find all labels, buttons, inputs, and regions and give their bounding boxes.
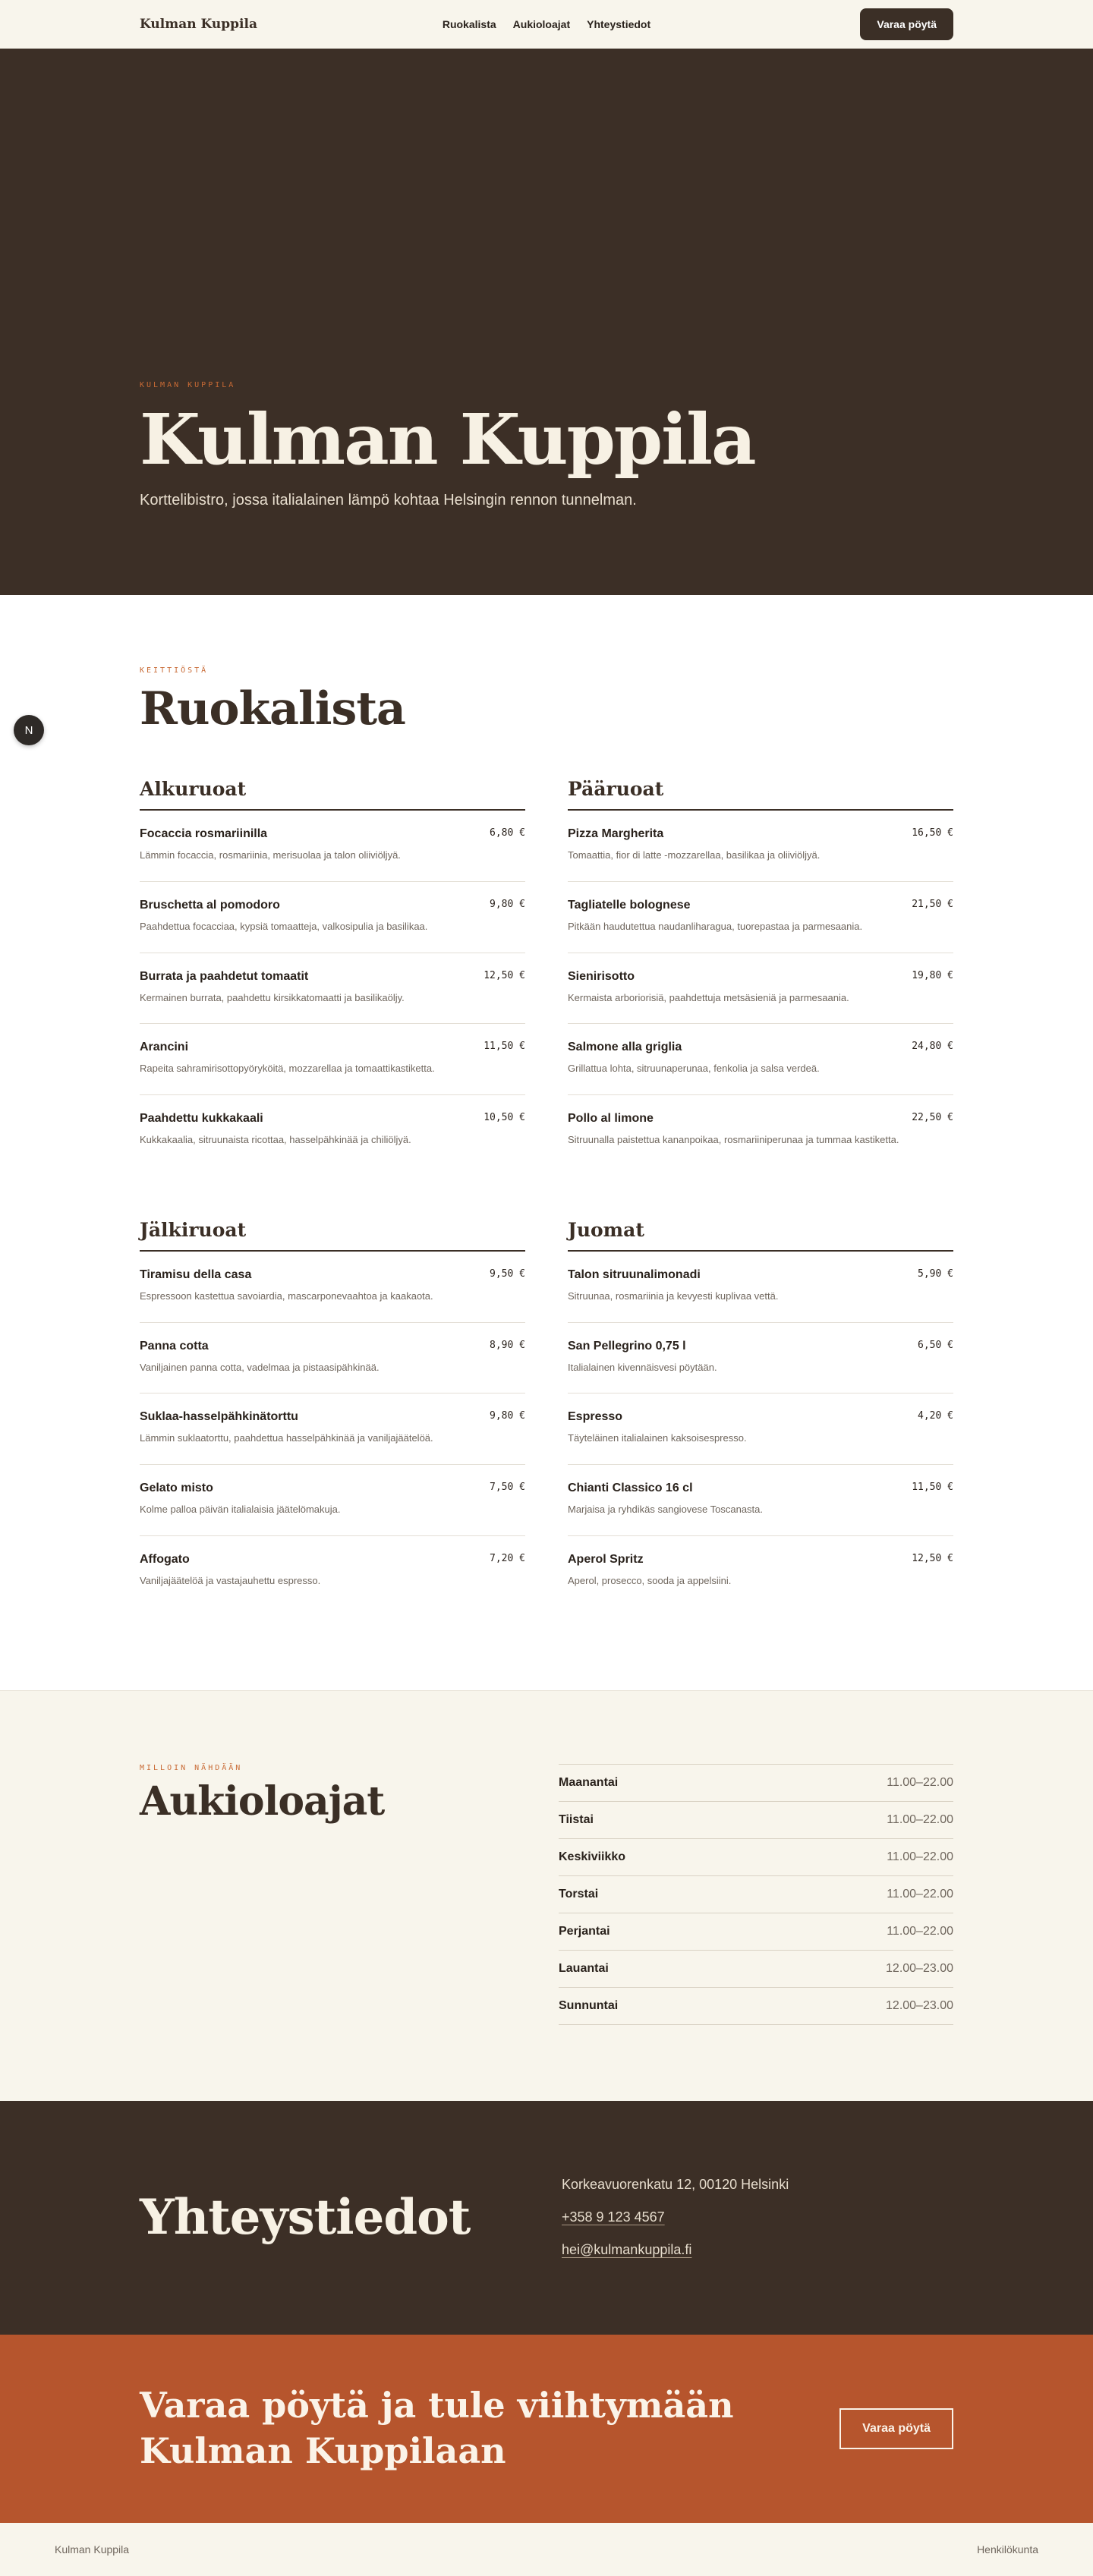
menu-item-price: 7,20 € [490, 1552, 525, 1564]
menu-item [140, 1252, 525, 1323]
menu-category [140, 1219, 525, 1607]
menu-item [568, 953, 953, 1025]
menu-item-description: Espressoon kastettua savoiardia, mascarponevaahtoa ja kaakaota. [140, 1290, 433, 1302]
menu-item-name: Aperol Spritz [568, 1552, 644, 1566]
menu-item-description: Vaniljajäätelöä ja vastajauhettu espresso. [140, 1574, 321, 1586]
menu-item-description: Italialainen kivennäisvesi pöytään. [568, 1361, 717, 1373]
hours-row [559, 1839, 953, 1876]
hours-eyebrow: MILLOIN NÄHDÄÄN [140, 1763, 243, 1772]
hours-time: 11.00–22.00 [887, 1887, 953, 1901]
menu-item-price: 6,80 € [490, 827, 525, 839]
menu-category [568, 1219, 953, 1607]
menu-item [568, 1252, 953, 1323]
menu-item-price: 12,50 € [912, 1552, 953, 1564]
hours-day: Tiistai [559, 1812, 594, 1826]
footer [0, 2523, 1093, 2576]
menu-item [140, 1323, 525, 1394]
menu-item-price: 11,50 € [484, 1041, 525, 1053]
menu-item-description: Grillattua lohta, sitruunaperunaa, fenkolia ja salsa verdeä. [568, 1063, 820, 1075]
hours-time: 11.00–22.00 [887, 1850, 953, 1863]
menu-item-price: 12,50 € [484, 969, 525, 981]
menu-item-price: 11,50 € [912, 1482, 953, 1493]
menu-item-description: Pitkään haudutettua naudanliharagua, tuorepastaa ja parmesaania. [568, 920, 863, 932]
menu-item [140, 1024, 525, 1095]
hours-row [559, 1876, 953, 1913]
hours-day: Torstai [559, 1887, 599, 1901]
hours-row [559, 1988, 953, 2025]
hours-title: Aukioloajat [140, 1778, 385, 1825]
menu-item-price: 9,80 € [490, 898, 525, 910]
hours-row [559, 1802, 953, 1839]
menu-item-price: 7,50 € [490, 1482, 525, 1493]
menu-item-name: Tagliatelle bolognese [568, 898, 691, 912]
menu-item-name: Bruschetta al pomodoro [140, 898, 280, 912]
menu-item [140, 811, 525, 882]
hours-time: 11.00–22.00 [887, 1924, 953, 1938]
brand-logo[interactable]: Kulman Kuppila [140, 17, 257, 32]
hours-heading [140, 1764, 384, 2025]
menu-item [568, 1536, 953, 1607]
menu-item [568, 1465, 953, 1536]
menu-item-price: 22,50 € [912, 1112, 953, 1123]
footer-brand: Kulman Kuppila [55, 2543, 130, 2556]
menu-item-name: Panna cotta [140, 1339, 209, 1353]
menu-item-name: Sienirisotto [568, 969, 635, 983]
menu-item-description: Lämmin suklaatorttu, paahdettua hasselpähkinää ja vaniljajäätelöä. [140, 1432, 433, 1444]
hours-day: Keskiviikko [559, 1850, 626, 1863]
menu-item-price: 6,50 € [918, 1339, 953, 1351]
hours-day: Sunnuntai [559, 1998, 619, 2012]
hero-subtitle: Korttelibistro, jossa italialainen lämpö kohtaa Helsingin rennon tunnelman. [140, 492, 637, 509]
menu-title: Ruokalista [140, 682, 405, 735]
menu-item [568, 1393, 953, 1465]
menu-category-title: Pääruoat [568, 778, 953, 811]
menu-eyebrow: KEITTIÖSTÄ [140, 666, 209, 675]
menu-item [568, 811, 953, 882]
menu-item-name: Talon sitruunalimonadi [568, 1268, 701, 1281]
cta-reserve-button[interactable]: Varaa pöytä [839, 2408, 953, 2449]
menu-item-description: Kolme palloa päivän italialaisia jäätelömakuja. [140, 1504, 341, 1515]
nav-link-yhteystiedot[interactable]: Yhteystiedot [587, 18, 651, 30]
menu-item-name: Burrata ja paahdetut tomaatit [140, 969, 309, 983]
menu-item [140, 953, 525, 1025]
menu-item [568, 882, 953, 953]
menu-item-price: 24,80 € [912, 1041, 953, 1053]
menu-category-title: Jälkiruoat [140, 1219, 525, 1252]
menu-item [568, 1024, 953, 1095]
floating-badge-button[interactable]: N [14, 715, 44, 745]
menu-item [568, 1323, 953, 1394]
menu-item-name: Affogato [140, 1552, 190, 1566]
hero-section [0, 49, 1093, 595]
contact-email-link[interactable]: hei@kulmankuppila.fi [562, 2242, 692, 2257]
reservation-cta-section [0, 2335, 1093, 2523]
hours-time: 12.00–23.00 [886, 1961, 953, 1975]
contact-phone-link[interactable]: +358 9 123 4567 [562, 2209, 665, 2225]
menu-item-price: 8,90 € [490, 1339, 525, 1351]
menu-item-description: Paahdettua focacciaa, kypsiä tomaatteja, valkosipulia ja basilikaa. [140, 920, 428, 932]
top-nav [0, 0, 1093, 49]
menu-item-name: Gelato misto [140, 1482, 213, 1494]
menu-item-description: Lämmin focaccia, rosmariinia, merisuolaa ja talon oliiviöljyä. [140, 849, 401, 861]
hero-eyebrow: KULMAN KUPPILA [140, 381, 236, 389]
menu-item-description: Aperol, prosecco, sooda ja appelsiini. [568, 1574, 732, 1586]
menu-item-name: Focaccia rosmariinilla [140, 827, 268, 840]
menu-item-description: Kermainen burrata, paahdettu kirsikkatomaatti ja basilikaöljy. [140, 991, 405, 1003]
contact-title: Yhteystiedot [140, 2189, 471, 2246]
menu-item-price: 9,80 € [490, 1410, 525, 1422]
footer-staff-link[interactable]: Henkilökunta [977, 2543, 1038, 2556]
menu-category-title: Alkuruoat [140, 778, 525, 811]
menu-item [140, 1536, 525, 1607]
hours-row [559, 1765, 953, 1802]
menu-item-name: Suklaa-hasselpähkinätorttu [140, 1410, 298, 1424]
menu-item-description: Kermaista arboriorisiä, paahdettuja metsäsieniä ja parmesaania. [568, 991, 849, 1003]
menu-item-price: 5,90 € [918, 1268, 953, 1280]
hours-day: Lauantai [559, 1961, 609, 1975]
menu-category [140, 778, 525, 1166]
menu-item-description: Rapeita sahramirisottopyöryköitä, mozzarellaa ja tomaattikastiketta. [140, 1063, 435, 1075]
menu-item-price: 19,80 € [912, 969, 953, 981]
contact-address: Korkeavuorenkatu 12, 00120 Helsinki [562, 2177, 789, 2192]
hours-time: 11.00–22.00 [887, 1812, 953, 1826]
menu-item-name: Pizza Margherita [568, 827, 664, 840]
menu-item [140, 882, 525, 953]
nav-link-ruokalista[interactable]: Ruokalista [442, 18, 496, 30]
menu-item-description: Vaniljainen panna cotta, vadelmaa ja pistaasipähkinää. [140, 1361, 380, 1373]
hours-time: 11.00–22.00 [887, 1775, 953, 1789]
menu-item-name: Pollo al limone [568, 1112, 654, 1125]
menu-item [140, 1095, 525, 1166]
menu-item-price: 16,50 € [912, 827, 953, 839]
hours-time: 12.00–23.00 [886, 1998, 953, 2012]
menu-item-description: Sitruunaa, rosmariinia ja kevyesti kuplivaa vettä. [568, 1290, 779, 1302]
hero-title: Kulman Kuppila [140, 398, 755, 480]
cta-title [140, 2383, 734, 2474]
hours-section [0, 1690, 1093, 2101]
contact-details [562, 2177, 789, 2258]
menu-item-name: Salmone alla griglia [568, 1041, 682, 1054]
hours-table [559, 1764, 953, 2025]
menu-item-description: Marjaisa ja ryhdikäs sangiovese Toscanasta. [568, 1504, 764, 1515]
menu-item-price: 10,50 € [484, 1112, 525, 1123]
contact-section [0, 2101, 1093, 2335]
nav-link-aukioloajat[interactable]: Aukioloajat [512, 18, 571, 30]
menu-grid [140, 778, 953, 1607]
hours-day: Maanantai [559, 1775, 619, 1789]
hours-row [559, 1913, 953, 1951]
menu-item-name: Espresso [568, 1410, 623, 1424]
menu-item [140, 1393, 525, 1465]
menu-item-name: Paahdettu kukkakaali [140, 1112, 263, 1125]
menu-item-price: 21,50 € [912, 898, 953, 910]
hours-day: Perjantai [559, 1924, 610, 1938]
cta-title-line2: Kulman Kuppilaan [140, 2430, 506, 2471]
menu-item-description: Täyteläinen italialainen kaksoisespresso. [568, 1432, 747, 1444]
nav-links [443, 18, 650, 30]
menu-item-name: Chianti Classico 16 cl [568, 1482, 693, 1494]
menu-item-name: Arancini [140, 1041, 189, 1054]
menu-item-name: Tiramisu della casa [140, 1268, 252, 1281]
menu-item-description: Sitruunalla paistettua kananpoikaa, rosmariiniperunaa ja tummaa kastiketta. [568, 1134, 899, 1145]
menu-category-title: Juomat [568, 1219, 953, 1252]
menu-category [568, 778, 953, 1166]
nav-reserve-button[interactable]: Varaa pöytä [860, 8, 953, 40]
menu-item-price: 4,20 € [918, 1410, 953, 1422]
menu-item-description: Tomaattia, fior di latte -mozzarellaa, basilikaa ja oliiviöljyä. [568, 849, 821, 861]
hours-row [559, 1951, 953, 1988]
menu-item [140, 1465, 525, 1536]
menu-item-name: San Pellegrino 0,75 l [568, 1339, 686, 1353]
menu-item-description: Kukkakaalia, sitruunaista ricottaa, hasselpähkinää ja chiliöljyä. [140, 1134, 411, 1145]
menu-section [0, 595, 1093, 1690]
cta-title-line1: Varaa pöytä ja tule viihtymään [140, 2384, 734, 2426]
menu-item [568, 1095, 953, 1166]
menu-item-price: 9,50 € [490, 1268, 525, 1280]
